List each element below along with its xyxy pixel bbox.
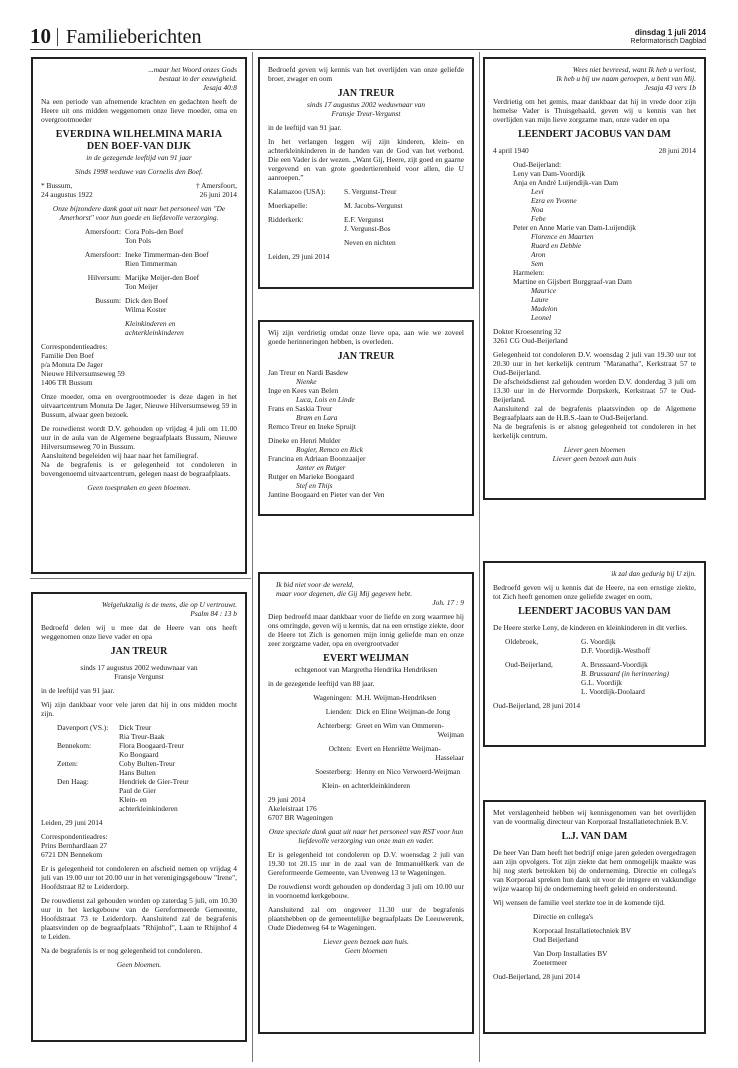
family-entry bbox=[57, 759, 237, 777]
family-entry bbox=[268, 707, 464, 716]
notice-paragraph: Wij zijn dankbaar voor vele jaren dat hij in ons midden mocht zijn. bbox=[41, 700, 237, 718]
family-name: Dick Treur bbox=[119, 723, 152, 732]
family-name: Ineke Timmerman-den Boef bbox=[125, 250, 209, 259]
family-entry bbox=[268, 721, 464, 739]
grandchildren-line: Kleinkinderen en bbox=[125, 319, 176, 328]
place-date: Oud-Beijerland, 28 juni 2014 bbox=[493, 972, 581, 981]
grandchildren-line: Bram en Lara bbox=[296, 413, 338, 422]
family-line: Ruard en Debbie bbox=[531, 241, 582, 250]
family-entry bbox=[268, 693, 464, 702]
family-name: Dick en Eline Weijman-de Jong bbox=[356, 707, 451, 716]
place-date: Leiden, 29 juni 2014 bbox=[268, 252, 330, 261]
birth-date: 4 april 1940 bbox=[493, 146, 529, 155]
family-name: M.H. Weijman-Hendriksen bbox=[356, 693, 437, 702]
notice-everdina-den-boef bbox=[31, 57, 247, 574]
closing-line: Liever geen bezoek aan huis. bbox=[323, 937, 409, 946]
family-place: Bussum: bbox=[95, 296, 121, 305]
notice-paragraph: De rouwdienst wordt gehouden op donderdag 3 juli om 10.00 uur in voornoemd kerkgebouw. bbox=[268, 882, 464, 900]
family-entry bbox=[268, 238, 464, 247]
family-list bbox=[41, 227, 237, 337]
death-date: 26 juni 2014 bbox=[199, 190, 237, 199]
grandchildren-line: Luca, Lois en Linde bbox=[296, 395, 355, 404]
deceased-name: DEN BOEF-VAN DIJK bbox=[86, 141, 192, 152]
bible-quote: Ik bid niet voor de wereld, bbox=[276, 580, 354, 589]
notice-van-dam-in-laws bbox=[483, 561, 706, 747]
address-line: Dokter Kroesenring 32 bbox=[493, 327, 562, 336]
family-entry bbox=[268, 201, 464, 210]
family-name: Rutger en Marieke Boogaard bbox=[268, 472, 354, 481]
family-name: A. Brussaard-Voordijk bbox=[581, 660, 648, 669]
section-title: Familieberichten bbox=[66, 26, 202, 48]
family-entry bbox=[41, 319, 237, 337]
closing-line: Geen bloemen bbox=[344, 946, 388, 955]
address-line: 1406 TR Bussum bbox=[41, 378, 93, 387]
grandchildren-line: achterkleinkinderen bbox=[125, 328, 184, 337]
notice-intro: Wij zijn verdrietig omdat onze lieve opa, aan wie we zoveel goede herinneringen hebben, is overleden. bbox=[268, 328, 464, 346]
family-place: Soesterberg: bbox=[315, 767, 352, 776]
bible-quote: Ik heb u bij uw naam geroepen, u bent van Mij. bbox=[556, 74, 696, 83]
bible-quote: Welgelukzalig is de mens, die op U vertrouwt. bbox=[101, 600, 237, 609]
thanks-note: Onze bijzondere dank gaat uit naar het personeel van "De Amerhorst" voor hun goede en liefdevolle verzorging. bbox=[52, 204, 226, 222]
family-name: L. Voordijk-Doolaard bbox=[581, 687, 645, 696]
signatory-line: Zoetermeer bbox=[533, 958, 568, 967]
subtitle-line: Fransje Vergunst bbox=[114, 672, 164, 681]
family-name: Hendriek de Gier-Treur bbox=[119, 777, 189, 786]
address-line: 6707 BR Wageningen bbox=[268, 813, 333, 822]
family-name: Dick den Boef bbox=[125, 296, 169, 305]
bible-reference: Psalm 84 : 13 b bbox=[190, 609, 237, 618]
family-name: Jan Treur en Nardi Basdew bbox=[268, 368, 349, 377]
family-place: Kalamazoo (USA): bbox=[268, 187, 326, 196]
notice-paragraph: Onze moeder, oma en overgrootmoeder is deze dagen in het uitvaartcentrum Monuta De Jager, Nieuwe Hilversumseweg 59 in Bussum, alwaar geen bezoek. bbox=[41, 392, 237, 419]
grandchildren-line: Nienke bbox=[296, 377, 317, 386]
family-entry bbox=[41, 296, 237, 314]
subtitle-line: sinds 17 augustus 2002 weduwnaar van bbox=[80, 663, 198, 672]
notice-paragraph: In het verlangen leggen wij zijn kinderen, klein- en achterkleinkinderen in de handen van de God van het verbond. Die een Vader is der wezen. „Want Gij, Heere, zijt goed en gaarne vergevend en van grote goedertierenheid voor allen, die U aanroepen.” bbox=[268, 137, 464, 182]
death-place: † Amersfoort, bbox=[195, 181, 237, 190]
family-name: Greet en Wim van Ommeren- bbox=[356, 721, 444, 730]
family-name: Cora Pols-den Boef bbox=[125, 227, 184, 236]
notice-paragraph: Aansluitend begeleiden wij haar naar het familiegraf. bbox=[41, 451, 199, 460]
deceased-name: EVERDINA WILHELMINA MARIA bbox=[55, 129, 223, 140]
bible-quote: ...maar het Woord onzes Gods bbox=[148, 65, 237, 74]
life-dates bbox=[41, 181, 237, 199]
family-line: Florence en Maarten bbox=[531, 232, 594, 241]
newspaper-name: Reformatorisch Dagblad bbox=[630, 38, 706, 45]
family-entry bbox=[57, 723, 237, 741]
family-name: Jantine Boogaard en Pieter van der Ven bbox=[268, 490, 385, 499]
family-name: Weijman bbox=[437, 730, 464, 739]
family-line: Leny van Dam-Voordijk bbox=[513, 169, 586, 178]
family-line: Febe bbox=[531, 214, 546, 223]
notice-jan-treur-children bbox=[31, 592, 247, 1042]
family-name: Remco Treur en Ineke Spruijt bbox=[268, 422, 356, 431]
place-date: Oud-Beijerland, 28 juni 2014 bbox=[493, 701, 581, 710]
widow-line: Sinds 1998 weduwe van Cornelis den Boef. bbox=[75, 167, 203, 176]
family-place: Lienden: bbox=[325, 707, 352, 716]
nephews-line: Neven en nichten bbox=[344, 238, 396, 247]
notice-paragraph: De afscheidsdienst zal gehouden worden D.V. donderdag 3 juli om 13.30 uur in de Hervormde Dorpskerk, Kerkstraat 57 te Oud-Beijerland. bbox=[493, 377, 696, 404]
family-line: Maurice bbox=[531, 286, 557, 295]
age-line: in de gezegende leeftijd van 88 jaar. bbox=[268, 679, 375, 688]
family-line: Leonel bbox=[531, 313, 552, 322]
family-line: Noa bbox=[531, 205, 544, 214]
family-line: Ezra en Yvonne bbox=[531, 196, 577, 205]
family-place: Amersfoort: bbox=[84, 227, 121, 236]
family-line: Levi bbox=[531, 187, 544, 196]
family-entry bbox=[268, 744, 464, 762]
notice-paragraph: Er is gelegenheid tot condoleren en afscheid nemen op vrijdag 4 juli van 19.00 uur tot 20.00 uur in het verenigingsgebouw "Irene", Hoofdstraat 82 te Leiderdorp. bbox=[41, 864, 237, 891]
family-name: Evert en Henriëtte Weijman- bbox=[356, 744, 441, 753]
address-line: p/a Monuta De Jager bbox=[41, 360, 103, 369]
family-name: B. Brussaard (in herinnering) bbox=[581, 669, 669, 678]
family-name: G. Voordijk bbox=[581, 637, 616, 646]
notice-paragraph: Aansluitend zal de begrafenis plaatsvinden op de Algemene Begraafplaats aan de H.B.S.-laan te Oud-Beijerland. bbox=[493, 404, 696, 422]
subtitle-line: Fransje Treur-Vergunst bbox=[331, 109, 401, 118]
notice-paragraph: Aansluitend zal om ongeveer 11.30 uur de begrafenis plaatshebben op de gemeentelijke begraafplaats De Leeuwerenk, Oude Diedenweg 64 te Wageningen. bbox=[268, 905, 464, 932]
signatory-line: Directie en collega's bbox=[533, 912, 594, 921]
address-line: Correspondentieadres: bbox=[41, 832, 108, 841]
family-name: Flora Boogaard-Treur bbox=[119, 741, 184, 750]
family-place: Achterberg: bbox=[316, 721, 352, 730]
deceased-name: L.J. VAN DAM bbox=[561, 831, 628, 842]
address-line: 29 juni 2014 bbox=[268, 795, 306, 804]
family-entry bbox=[268, 767, 464, 776]
family-place: Oud-Beijerland, bbox=[505, 660, 553, 669]
family-line: Martine en Gijsbert Burggraaf-van Dam bbox=[513, 277, 632, 286]
family-place: Ochten: bbox=[328, 744, 352, 753]
family-name: Klein- en bbox=[119, 795, 147, 804]
family-entry bbox=[41, 250, 237, 268]
address-line: Akeleistraat 176 bbox=[268, 804, 317, 813]
signatory-line: Van Dorp Installaties BV bbox=[533, 949, 608, 958]
notice-intro: Bedroefd delen wij u mee dat de Heere van ons heeft weggenomen onze lieve vader en opa bbox=[41, 623, 237, 641]
family-place: Davenport (VS.): bbox=[57, 723, 109, 732]
family-name: Henny en Nico Verwoerd-Weijman bbox=[356, 767, 461, 776]
family-name: Ton Pols bbox=[125, 236, 151, 245]
family-place: Moerkapelle: bbox=[268, 201, 308, 210]
closing-line: Liever geen bloemen bbox=[563, 445, 626, 454]
family-name: Hans Bulten bbox=[119, 768, 156, 777]
notice-evert-weijman bbox=[258, 572, 474, 1034]
family-name: J. Vergunst-Bos bbox=[344, 224, 391, 233]
family-place: Bennekom: bbox=[57, 741, 92, 750]
family-list bbox=[41, 723, 237, 813]
family-line: Peter en Anne Marie van Dam-Luijendijk bbox=[513, 223, 636, 232]
subtitle-line: De Heere sterke Leny, de kinderen en kleinkinderen in dit verlies. bbox=[493, 623, 688, 632]
family-entry bbox=[268, 215, 464, 233]
row-divider bbox=[30, 578, 251, 579]
notice-jan-treur-family bbox=[258, 57, 474, 289]
family-name: D.F. Voordijk-Westhoff bbox=[581, 646, 651, 655]
grandchildren-line: Stef en Thijs bbox=[296, 481, 333, 490]
notice-intro: Bedroefd geven wij u kennis dat de Heere, na een ernstige ziekte, tot Zich heeft genomen onze geliefde zwager en oom, bbox=[493, 583, 696, 601]
family-name: Inge en Kees van Belen bbox=[268, 386, 339, 395]
notice-paragraph: Er is gelegenheid tot condoleren op D.V. woensdag 2 juli van 19.30 tot 20.15 uur in de zaal van de Immanuëlkerk van de Gereformeerde Gemeente, van Uvenweg 13 te Wageningen. bbox=[268, 850, 464, 877]
family-entry bbox=[57, 777, 237, 813]
notice-paragraph: Wij wensen de familie veel sterkte toe in de komende tijd. bbox=[493, 898, 665, 907]
deceased-name: LEENDERT JACOBUS VAN DAM bbox=[518, 606, 671, 617]
column-divider bbox=[479, 52, 480, 1062]
notice-intro: Diep bedroefd maar dankbaar voor de liefde en zorg waarmee hij ons omringde, geven wij u kennis, dat na een ernstige ziekte, door de Heere tot Zich is genomen mijn innig geliefde man en onze zeer zorgzame vader, opa en overgrootvader bbox=[268, 612, 464, 648]
notice-paragraph: Na de begrafenis is er gelegenheid tot condoleren in bovengenoemd uitvaartcentrum, gelegen naast de begraafplaats. bbox=[41, 460, 237, 478]
notice-paragraph: De rouwdienst zal gehouden worden op zaterdag 5 juli, om 10.30 uur in het kerkgebouw van de Gereformeerde Gemeente, Hoofdstraat 73 te Leiderdorp. Aansluitend zal de begrafenis plaatsvinden op de begraafplaats "Rhijnhof", Laan te Rhijnhof 4 te Leiden. bbox=[41, 896, 237, 941]
family-name: Frans en Saskia Treur bbox=[268, 404, 333, 413]
grandchildren-line: Janter en Rutger bbox=[296, 463, 346, 472]
family-name: Ton Meijer bbox=[125, 282, 158, 291]
signatory-line: Oud Beijerland bbox=[533, 935, 579, 944]
family-name: Ko Boogaard bbox=[119, 750, 159, 759]
closing-line: Liever geen bezoek aan huis bbox=[552, 454, 637, 463]
family-name: E.F. Vergunst bbox=[344, 215, 384, 224]
bible-reference: Joh. 17 : 9 bbox=[432, 598, 464, 607]
family-name: Francina en Adriaan Boonzaaijer bbox=[268, 454, 366, 463]
notice-paragraph: Na de begrafenis is er alsnog gelegenheid tot condoleren in het kerkelijk centrum. bbox=[493, 422, 696, 440]
family-place: Hilversum: bbox=[87, 273, 121, 282]
family-name: S. Vergunst-Treur bbox=[344, 187, 397, 196]
page-header bbox=[30, 26, 706, 50]
death-date: 28 juni 2014 bbox=[658, 146, 696, 155]
family-name: Hasselaar bbox=[435, 753, 464, 762]
family-entry bbox=[41, 273, 237, 291]
family-place: Den Haag: bbox=[57, 777, 89, 786]
family-line: Aron bbox=[531, 250, 546, 259]
family-entry bbox=[57, 741, 237, 759]
place-date: Leiden, 29 juni 2014 bbox=[41, 818, 103, 827]
family-name: G.L. Voordijk bbox=[581, 678, 622, 687]
family-name: Marijke Meijer-den Boef bbox=[125, 273, 200, 282]
family-name: Paul de Gier bbox=[119, 786, 156, 795]
signatories bbox=[493, 912, 696, 967]
family-entry bbox=[493, 660, 696, 696]
family-line: Sem bbox=[531, 259, 544, 268]
family-entry bbox=[493, 637, 696, 655]
family-name: M. Jacobs-Vergunst bbox=[344, 201, 403, 210]
life-dates bbox=[493, 146, 696, 155]
notice-paragraph: De rouwdienst wordt D.V. gehouden op vrijdag 4 juli om 11.00 uur in de aula van de Algemene begraafplaats Bussum, Nieuwe Hilversumseweg 70 in Bussum. bbox=[41, 424, 237, 451]
header-divider bbox=[57, 28, 58, 46]
deceased-name: JAN TREUR bbox=[110, 646, 168, 657]
notice-intro: Bedroefd geven wij kennis van het overlijden van onze geliefde broer, zwager en oom bbox=[268, 65, 464, 83]
deceased-name: LEENDERT JACOBUS VAN DAM bbox=[518, 129, 671, 140]
age-line: in de leeftijd van 91 jaar. bbox=[41, 686, 115, 695]
age-line: in de gezegende leeftijd van 91 jaar bbox=[86, 153, 192, 162]
address-line: Familie Den Boef bbox=[41, 351, 94, 360]
notice-paragraph: Gelegenheid tot condoleren D.V. woensdag 2 juli van 19.30 uur tot 20.30 uur in het kerkelijk centrum "Maranatha", Kerkstraat 57 te Oud-Beijerland. bbox=[493, 350, 696, 377]
notice-jan-treur-grandchildren bbox=[258, 320, 474, 516]
family-line: Anja en André Luijendijk-van Dam bbox=[513, 178, 619, 187]
notice-korporaal-company bbox=[483, 800, 706, 1034]
family-name: Rien Timmerman bbox=[125, 259, 177, 268]
family-name: achterkleinkinderen bbox=[119, 804, 178, 813]
deceased-name: JAN TREUR bbox=[337, 88, 395, 99]
family-name: Wilma Koster bbox=[125, 305, 167, 314]
family-place: Wageningen: bbox=[313, 693, 352, 702]
family-line: Laure bbox=[531, 295, 549, 304]
family-place: Ridderkerk: bbox=[268, 215, 304, 224]
signatory-line: Korporaal Installatietechniek BV bbox=[533, 926, 632, 935]
address-line: 3261 CG Oud-Beijerland bbox=[493, 336, 568, 345]
age-line: in de leeftijd van 91 jaar. bbox=[268, 123, 342, 132]
address-line: Nieuwe Hilversumseweg 59 bbox=[41, 369, 125, 378]
column-divider bbox=[252, 52, 253, 1062]
family-entry bbox=[41, 227, 237, 245]
family-line: Madelon bbox=[531, 304, 558, 313]
subtitle-line: echtgenoot van Margretha Hendrika Hendriksen bbox=[294, 665, 438, 674]
notice-paragraph: Na de begrafenis is er nog gelegenheid tot condoleren. bbox=[41, 946, 203, 955]
notice-intro: Met verslagenheid hebben wij kennisgenomen van het overlijden van de voormalig directeur van Korporaal Installatietechniek B.V. bbox=[493, 808, 696, 826]
bible-quote: Wees niet bevreesd, want Ik heb u verlost, bbox=[572, 65, 696, 74]
family-name: Coby Bulten-Treur bbox=[119, 759, 176, 768]
deceased-name: EVERT WEIJMAN bbox=[323, 653, 409, 664]
bible-reference: Jesaja 40:8 bbox=[202, 83, 237, 92]
birth-place: * Bussum, bbox=[41, 181, 73, 190]
closing-line: Geen bloemen. bbox=[116, 960, 162, 969]
notice-leendert-van-dam bbox=[483, 57, 706, 500]
thanks-note: Onze speciale dank gaat uit naar het personeel van RST voor hun liefdevolle verzorging van onze man en vader. bbox=[268, 827, 464, 845]
closing-line: Geen toespraken en geen bloemen. bbox=[87, 483, 191, 492]
notice-paragraph: De heer Van Dam heeft het bedrijf enige jaren geleden overgedragen aan zijn opvolgers. Tot zijn ziekte dat hem onmogelijk maakte was hij nog sterk betrokken bij de onderneming. Directie en collega's van Korporaal spreken hun dank uit voor de integere en vakkundige wijze waarop hij de onderneming heeft geleid en ondersteund. bbox=[493, 848, 696, 893]
bible-quote: bestaat in der eeuwigheid. bbox=[159, 74, 237, 83]
family-name: Dineke en Henri Mulder bbox=[268, 436, 341, 445]
family-place: Oldebroek, bbox=[505, 637, 539, 646]
bible-reference: Jesaja 43 vers 1b bbox=[644, 83, 696, 92]
birth-date: 24 augustus 1922 bbox=[41, 190, 93, 199]
grandchildren-line: Klein- en achterkleinkinderen bbox=[321, 781, 411, 790]
family-line: Oud-Beijerland: bbox=[513, 160, 562, 169]
page-number: 10 bbox=[30, 24, 51, 48]
bible-quote: maar voor degenen, die Gij Mij gegeven hebt. bbox=[276, 589, 413, 598]
family-entry bbox=[268, 187, 464, 196]
address-line: Prins Bernhardlaan 27 bbox=[41, 841, 108, 850]
family-place: Zetten: bbox=[57, 759, 78, 768]
grandchildren-line: Rogier, Remco en Rick bbox=[296, 445, 363, 454]
bible-quote: ik zal dan gedurig bij U zijn. bbox=[611, 569, 696, 578]
family-place: Amersfoort: bbox=[84, 250, 121, 259]
address-line: Correspondentieadres: bbox=[41, 342, 108, 351]
issue-date: dinsdag 1 juli 2014 bbox=[634, 28, 706, 37]
deceased-name: JAN TREUR bbox=[337, 351, 395, 362]
notice-intro: Verdrietig om het gemis, maar dankbaar dat hij in vrede door zijn hemelse Vader is Thuisgehaald, geven wij u kennis van het overlijden van mijn lieve zorgzame man, onze vader en opa bbox=[493, 97, 696, 124]
address-line: 6721 DN Bennekom bbox=[41, 850, 103, 859]
notice-intro: Na een periode van afnemende krachten en gedachten heeft de Heere uit ons midden weggenomen onze lieve moeder, oma en overgrootmoeder bbox=[41, 97, 237, 124]
family-line: Harmelen: bbox=[513, 268, 545, 277]
family-list bbox=[493, 160, 696, 322]
subtitle-line: sinds 17 augustus 2002 weduwnaar van bbox=[306, 100, 426, 109]
family-name: Ria Treur-Baak bbox=[119, 732, 165, 741]
